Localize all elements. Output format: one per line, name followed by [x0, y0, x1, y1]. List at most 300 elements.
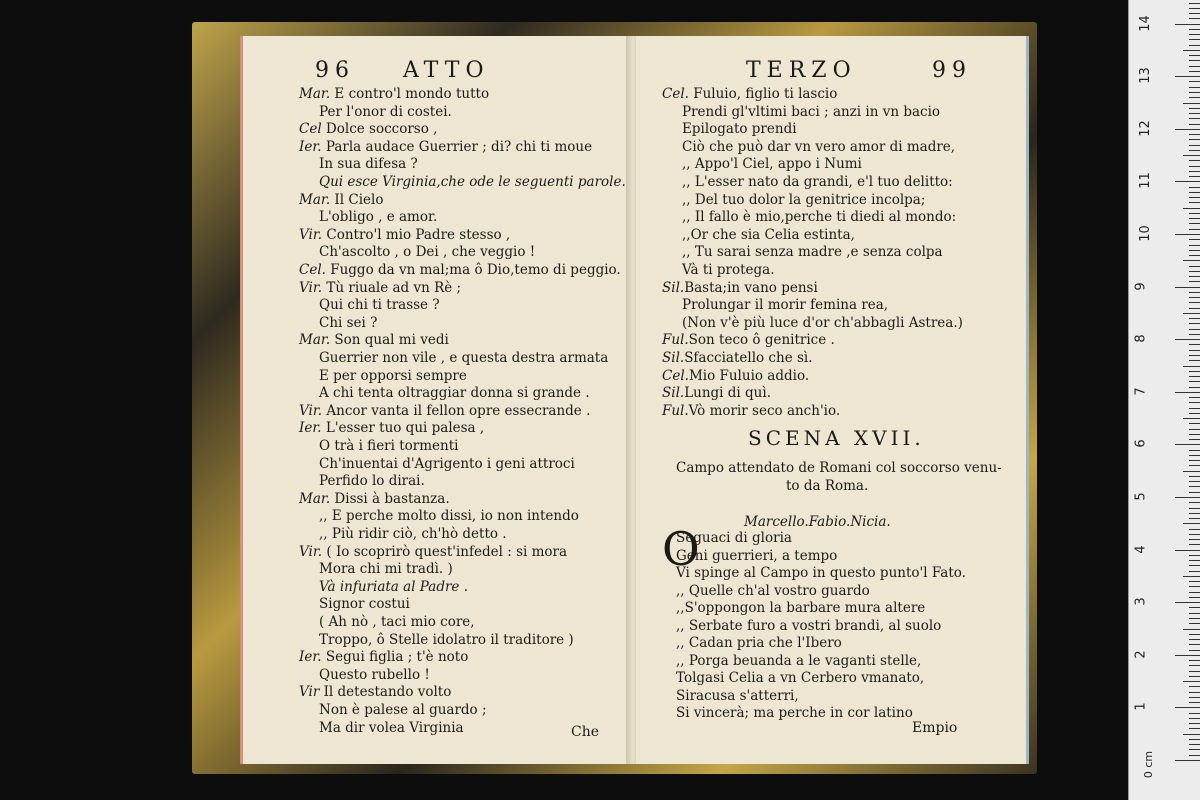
ruler-tick: [1189, 513, 1200, 514]
ruler-tick: [1189, 213, 1200, 214]
line-text: Fuluio, figlio ti lascio: [688, 86, 838, 102]
ruler-tick: [1189, 318, 1200, 319]
scene-title: SCENA XVII.: [748, 426, 925, 450]
line-text: E per opporsi sempre: [319, 367, 467, 384]
ruler-tick: [1189, 197, 1200, 198]
text-line: [662, 403, 840, 419]
ruler-tick: [1189, 166, 1200, 167]
text-line: [299, 544, 567, 560]
speaker-name: Mar.: [299, 490, 331, 507]
speaker-name: Vir.: [299, 226, 323, 243]
ruler-tick: [1189, 176, 1200, 177]
ruler-tick: [1189, 302, 1200, 303]
text-line: [319, 473, 425, 489]
ruler-tick: [1189, 160, 1200, 161]
text-line: [676, 530, 792, 546]
ruler-tick: [1175, 497, 1200, 498]
line-text: ,,Or che sia Celia estinta,: [682, 226, 855, 243]
ruler-tick: [1183, 734, 1200, 735]
line-text: (Non v'è più luce d'or ch'abbagli Astrea.): [682, 314, 963, 331]
ruler-number: 13: [1137, 67, 1153, 84]
line-text: L'esser tuo qui palesa ,: [321, 420, 485, 437]
ruler-tick: [1189, 145, 1200, 146]
text-line: [299, 684, 451, 700]
text-line: [676, 548, 837, 564]
ruler-tick: [1189, 350, 1200, 351]
text-line: [299, 121, 437, 137]
speaker-name: Vir.: [299, 543, 323, 560]
ruler-tick: [1189, 192, 1200, 193]
text-line: [319, 579, 468, 595]
ruler-tick: [1189, 744, 1200, 745]
speaker-name: Cel: [299, 121, 322, 138]
line-text: Vò morir seco anch'io.: [688, 402, 841, 419]
ruler-tick: [1189, 460, 1200, 461]
ruler-number: 9: [1133, 281, 1149, 291]
ruler-tick: [1189, 250, 1200, 251]
text-line: [299, 332, 449, 348]
ruler-tick: [1189, 529, 1200, 530]
line-text: Signor costui: [319, 596, 410, 613]
line-text: Segui figlia ; t'è noto: [321, 649, 469, 666]
line-text: Prolungar il morir femina rea,: [682, 297, 889, 314]
text-line: [682, 315, 963, 331]
ruler-tick: [1189, 439, 1200, 440]
ruler-tick: [1175, 76, 1200, 77]
ruler-tick: [1189, 718, 1200, 719]
ruler-tick: [1189, 381, 1200, 382]
ruler-tick: [1189, 508, 1200, 509]
speaker-name: Cel.: [662, 86, 689, 102]
ruler-tick: [1189, 502, 1200, 503]
ruler-tick: [1189, 334, 1200, 335]
text-line: [319, 368, 467, 384]
speaker-name: Vir.: [299, 402, 323, 419]
ruler-tick: [1175, 24, 1200, 25]
ruler-tick: [1189, 539, 1200, 540]
ruler-tick: [1183, 629, 1200, 630]
text-line: [682, 244, 943, 260]
ruler-tick: [1189, 266, 1200, 267]
ruler-tick: [1189, 455, 1200, 456]
ruler-tick: [1189, 434, 1200, 435]
ruler-tick: [1183, 523, 1200, 524]
ruler-tick: [1189, 281, 1200, 282]
line-text: A chi tenta oltraggiar donna si grande .: [319, 385, 590, 402]
line-text: Lungi di quì.: [684, 385, 771, 402]
line-text: ,, Quelle ch'al vostro guardo: [676, 582, 870, 599]
ruler-number: 3: [1133, 597, 1149, 606]
line-text: Troppo, ô Stelle idolatro il traditore ): [319, 631, 574, 648]
line-text: Fuggo da vn mal;ma ô Dio,temo di peggio.: [325, 262, 621, 278]
ruler-tick: [1189, 465, 1200, 466]
text-line: [662, 385, 771, 401]
speaker-name: Sil.: [662, 279, 685, 296]
ruler-tick: [1189, 39, 1200, 40]
line-text: Ancor vanta il fellon opre essecrande .: [322, 402, 591, 419]
ruler-tick: [1189, 292, 1200, 293]
ruler-tick: [1175, 181, 1200, 182]
line-text: ( Io scoprirò quest'infedel : si mora: [322, 543, 568, 560]
line-text: Qui esce Virginia,che ode le seguenti parole.: [319, 174, 626, 190]
ruler-tick: [1189, 397, 1200, 398]
text-line: [319, 720, 464, 736]
ruler-number: 4: [1133, 544, 1149, 554]
speaker-name: Vir: [299, 684, 320, 701]
line-text: Siracusa s'atterri,: [676, 687, 799, 704]
right-catchword: Empio: [912, 720, 958, 736]
ruler-tick: [1183, 681, 1200, 682]
text-line: [319, 244, 535, 260]
ruler-tick: [1189, 18, 1200, 19]
line-text: E contro'l mondo tutto: [330, 86, 490, 102]
text-line: [319, 104, 452, 120]
ruler-tick: [1175, 602, 1200, 603]
ruler-tick: [1189, 360, 1200, 361]
ruler-tick: [1189, 34, 1200, 35]
ruler-tick: [1189, 371, 1200, 372]
ruler-tick: [1183, 366, 1200, 367]
line-text: ,, Il fallo è mio,perche ti diedi al mondo:: [682, 209, 957, 226]
line-text: Basta;in vano pensi: [684, 279, 818, 296]
ruler-tick: [1175, 550, 1200, 551]
text-line: [319, 438, 458, 454]
line-text: Dissi à bastanza.: [330, 490, 450, 507]
ruler-tick: [1175, 234, 1200, 235]
text-line: [319, 632, 574, 648]
ruler-number: 14: [1137, 14, 1153, 32]
line-text: Il detestando volto: [319, 684, 452, 701]
line-text: ,, E perche molto dissi, io non intendo: [319, 508, 579, 525]
text-line: [319, 350, 608, 366]
ruler-tick: [1183, 576, 1200, 577]
ruler-tick: [1189, 87, 1200, 88]
line-text: Vi spinge al Campo in questo punto'l Fato.: [676, 565, 966, 581]
ruler-tick: [1189, 560, 1200, 561]
ruler-tick: [1189, 29, 1200, 30]
line-text: Son qual mi vedi: [330, 332, 449, 349]
ruler-tick: [1175, 444, 1200, 445]
ruler-tick: [1189, 665, 1200, 666]
text-line: [319, 667, 430, 683]
ruler-tick: [1189, 413, 1200, 414]
line-text: O trà i fieri tormenti: [319, 438, 459, 454]
ruler-tick: [1189, 481, 1200, 482]
ruler-tick: [1189, 376, 1200, 377]
ruler-tick: [1189, 476, 1200, 477]
line-text: Tolgasi Celia a vn Cerbero vmanato,: [676, 670, 925, 686]
text-line: [682, 262, 775, 278]
ruler-tick: [1189, 92, 1200, 93]
ruler-tick: [1189, 618, 1200, 619]
ruler-tick: [1189, 139, 1200, 140]
drop-cap: O: [662, 522, 700, 576]
line-text: Ch'ascolto , o Dei , che veggio !: [319, 244, 536, 261]
ruler-tick: [1189, 565, 1200, 566]
text-line: [676, 688, 799, 704]
ruler-tick: [1189, 429, 1200, 430]
ruler-number: 10: [1137, 225, 1153, 242]
text-line: [319, 385, 590, 401]
ruler-tick: [1189, 749, 1200, 750]
text-line: [319, 297, 440, 313]
line-text: ,, Più ridir ciò, ch'hò detto .: [319, 526, 507, 542]
ruler-tick: [1189, 450, 1200, 451]
ruler-tick: [1189, 697, 1200, 698]
text-line: [676, 600, 925, 616]
line-text: Non è palese al guardo ;: [319, 702, 487, 718]
ruler-tick: [1189, 613, 1200, 614]
line-text: Il Cielo: [330, 191, 384, 208]
text-line: [299, 86, 489, 102]
text-line: [319, 508, 579, 524]
left-catchword: Che: [571, 724, 600, 740]
ruler-tick: [1189, 692, 1200, 693]
line-text: ,,S'oppongon la barbare mura altere: [676, 600, 926, 616]
ruler-tick: [1189, 571, 1200, 572]
ruler-tick: [1189, 66, 1200, 67]
text-line: [682, 121, 797, 137]
text-line: [662, 332, 835, 348]
ruler-tick: [1189, 329, 1200, 330]
speaker-name: Ful.: [662, 402, 689, 419]
line-text: Ch'inuentai d'Agrigento i geni attroci: [319, 455, 575, 472]
ruler-tick: [1189, 81, 1200, 82]
right-running-header: TERZO: [746, 58, 857, 83]
ruler-number: 8: [1133, 334, 1149, 343]
ruler-tick: [1175, 287, 1200, 288]
line-text: Và ti protega.: [682, 262, 775, 278]
text-line: [319, 702, 487, 718]
ruler-tick: [1189, 544, 1200, 545]
speaker-name: Mar.: [299, 332, 331, 349]
ruler-tick: [1189, 3, 1200, 4]
line-text: Ciò che può dar vn vero amor di madre,: [682, 138, 956, 155]
line-text: Và infuriata al Padre .: [319, 578, 468, 595]
ruler-number: 5: [1133, 492, 1149, 501]
ruler-tick: [1189, 534, 1200, 535]
ruler-number: 12: [1137, 120, 1153, 137]
line-text: ,, Tu sarai senza madre ,e senza colpa: [682, 244, 943, 261]
ruler-tick: [1189, 71, 1200, 72]
text-line: [299, 420, 484, 436]
line-text: ,, Appo'l Ciel, appo i Numi: [682, 156, 862, 173]
ruler-tick: [1183, 103, 1200, 104]
ruler-tick: [1189, 45, 1200, 46]
ruler-tick: [1189, 355, 1200, 356]
text-line: [676, 635, 842, 651]
speaker-name: Vir.: [299, 279, 323, 296]
line-text: Perfido lo dirai.: [319, 473, 425, 490]
line-text: Son teco ô genitrice .: [688, 332, 835, 349]
line-text: Sfacciatello che sì.: [684, 350, 813, 366]
ruler-tick: [1189, 271, 1200, 272]
ruler-tick: [1189, 555, 1200, 556]
ruler-tick: [1189, 134, 1200, 135]
ruler-tick: [1183, 418, 1200, 419]
ruler-tick: [1189, 755, 1200, 756]
text-line: [319, 456, 575, 472]
line-text: Geni guerrieri, a tempo: [676, 547, 838, 564]
text-line: [319, 174, 626, 190]
scene-description-cont: to da Roma.: [786, 478, 869, 494]
ruler-tick: [1189, 202, 1200, 203]
speaker-name: Mar.: [299, 191, 331, 208]
ruler-tick: [1189, 586, 1200, 587]
line-text: Questo rubello !: [319, 666, 430, 683]
line-text: Dolce soccorso ,: [321, 121, 438, 138]
ruler-tick: [1189, 518, 1200, 519]
text-line: [299, 491, 450, 507]
ruler-tick: [1183, 208, 1200, 209]
text-line: [662, 86, 837, 102]
line-text: ( Ah nò , taci mio core,: [319, 614, 475, 630]
text-line: [299, 139, 592, 155]
ruler-tick: [1189, 676, 1200, 677]
text-line: [299, 403, 590, 419]
ruler-tick: [1183, 155, 1200, 156]
line-text: Parla audace Guerrier ; di? chi ti moue: [321, 138, 593, 155]
text-line: [682, 297, 888, 313]
ruler-number: 11: [1137, 172, 1153, 190]
text-line: [682, 174, 953, 190]
ruler-tick: [1189, 97, 1200, 98]
ruler-number: 6: [1133, 439, 1149, 449]
right-page-number: 99: [932, 58, 972, 83]
ruler-tick: [1175, 392, 1200, 393]
line-text: ,, L'esser nato da grandi, e'l tuo delitto:: [682, 174, 953, 190]
ruler-number: 2: [1133, 650, 1149, 659]
left-page-number: 96: [315, 58, 355, 83]
ruler-tick: [1189, 607, 1200, 608]
text-line: [299, 192, 383, 208]
text-line: [676, 583, 870, 599]
line-text: ,, Cadan pria che l'Ibero: [676, 635, 842, 651]
text-line: [319, 209, 437, 225]
line-text: Ma dir volea Virginia: [319, 719, 464, 736]
ruler-tick: [1183, 260, 1200, 261]
text-line: [676, 618, 941, 634]
ruler-tick: [1175, 760, 1200, 761]
text-line: [682, 209, 956, 225]
text-line: [676, 670, 924, 686]
ruler-tick: [1189, 634, 1200, 635]
ruler-tick: [1189, 408, 1200, 409]
ruler-tick: [1189, 60, 1200, 61]
ruler-tick: [1175, 339, 1200, 340]
ruler-tick: [1189, 650, 1200, 651]
line-text: Guerrier non vile , e questa destra armata: [319, 350, 609, 366]
speaker-name: Cel.: [299, 262, 326, 278]
ruler-tick: [1189, 187, 1200, 188]
text-line: [319, 526, 507, 542]
ruler-tick: [1183, 313, 1200, 314]
ruler-tick: [1189, 8, 1200, 9]
text-line: [676, 565, 966, 581]
line-text: ,, Porga beuanda a le vaganti stelle,: [676, 652, 922, 669]
ruler-tick: [1189, 124, 1200, 125]
ruler-tick: [1189, 255, 1200, 256]
line-text: Si vincerà; ma perche in cor latino: [676, 705, 913, 721]
line-text: Qui chi ti trasse ?: [319, 297, 440, 314]
line-text: ,, Serbate furo a vostri brandi, al suolo: [676, 617, 942, 634]
ruler-tick: [1189, 581, 1200, 582]
ruler-tick: [1189, 118, 1200, 119]
line-text: ,, Del tuo dolor la genitrice incolpa;: [682, 191, 926, 208]
ruler-tick: [1189, 723, 1200, 724]
measurement-ruler: [1128, 0, 1200, 800]
ruler-tick: [1175, 707, 1200, 708]
speaker-name: Ier.: [299, 649, 322, 666]
scene-characters: Marcello.Fabio.Nicia.: [744, 514, 891, 530]
ruler-tick: [1175, 129, 1200, 130]
line-text: Prendi gl'vltimi baci ; anzi in vn bacio: [682, 103, 941, 120]
left-page: [240, 36, 633, 764]
speaker-name: Ful.: [662, 332, 689, 349]
ruler-number: 1: [1133, 702, 1149, 712]
line-text: Mio Fuluio addio.: [688, 367, 810, 384]
text-line: [682, 227, 855, 243]
line-text: Contro'l mio Padre stesso ,: [322, 226, 511, 243]
line-text: Chi sei ?: [319, 314, 378, 331]
left-running-header: ATTO: [403, 58, 490, 83]
ruler-tick: [1189, 239, 1200, 240]
ruler-tick: [1189, 113, 1200, 114]
ruler-tick: [1189, 55, 1200, 56]
right-page: [636, 36, 1029, 764]
speaker-name: Ier.: [299, 420, 322, 437]
text-line: [319, 614, 475, 630]
ruler-tick: [1189, 150, 1200, 151]
line-text: In sua difesa ?: [319, 156, 418, 173]
ruler-tick: [1189, 623, 1200, 624]
ruler-tick: [1189, 713, 1200, 714]
ruler-tick: [1189, 728, 1200, 729]
ruler-number: 7: [1133, 387, 1149, 396]
text-line: [299, 262, 621, 278]
speaker-name: Cel.: [662, 367, 689, 384]
ruler-tick: [1189, 492, 1200, 493]
ruler-tick: [1189, 387, 1200, 388]
text-line: [682, 139, 955, 155]
ruler-tick: [1189, 223, 1200, 224]
line-text: L'obligo , e amor.: [319, 209, 438, 226]
ruler-tick: [1189, 597, 1200, 598]
ruler-tick: [1175, 655, 1200, 656]
ruler-tick: [1189, 486, 1200, 487]
text-line: [299, 227, 510, 243]
text-line: [662, 350, 813, 366]
text-line: [682, 156, 862, 172]
ruler-tick: [1189, 423, 1200, 424]
ruler-tick: [1183, 471, 1200, 472]
ruler-tick: [1189, 108, 1200, 109]
ruler-tick: [1189, 402, 1200, 403]
text-line: [676, 653, 921, 669]
text-line: [319, 315, 377, 331]
line-text: Per l'onor di costei.: [319, 103, 452, 120]
ruler-tick: [1189, 686, 1200, 687]
ruler-tick: [1189, 344, 1200, 345]
text-line: [676, 705, 913, 721]
ruler-tick: [1189, 660, 1200, 661]
ruler-tick: [1189, 739, 1200, 740]
ruler-tick: [1189, 297, 1200, 298]
text-line: [299, 649, 468, 665]
ruler-tick: [1189, 218, 1200, 219]
scene-description: Campo attendato de Romani col soccorso venu-: [676, 460, 1002, 476]
line-text: Seguaci di gloria: [676, 530, 792, 546]
